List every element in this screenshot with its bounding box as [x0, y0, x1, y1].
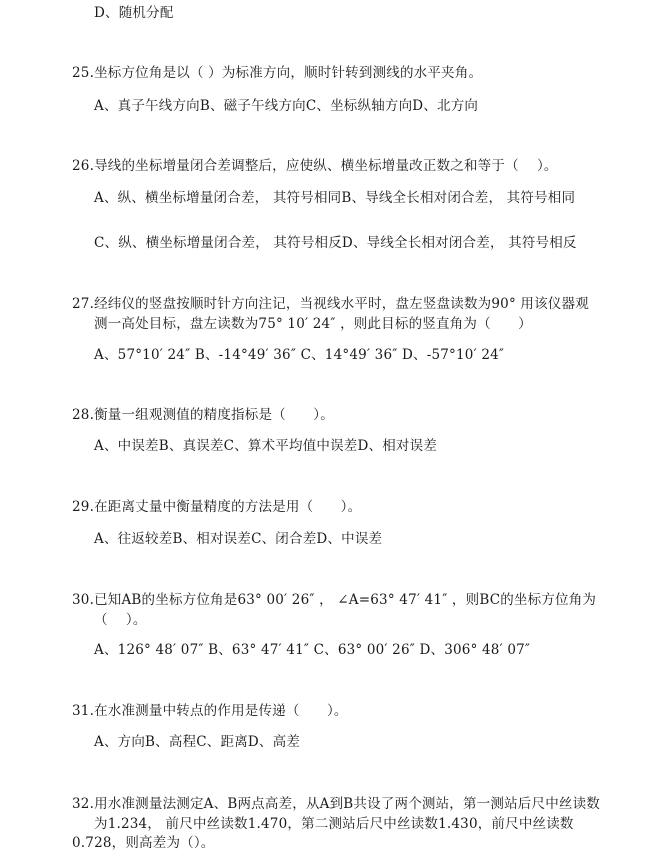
q26-options-ab: A、纵、横坐标增量闭合差， 其符号相同B、导线全长相对闭合差， 其符号相同 — [94, 190, 576, 206]
q31-title: 31.在水准测量中转点的作用是传递（ ）。 — [72, 703, 348, 719]
q28-title: 28.衡量一组观测值的精度指标是（ ）。 — [72, 407, 334, 423]
q26-title: 26.导线的坐标增量闭合差调整后，应使纵、横坐标增量改正数之和等于（ ）。 — [72, 158, 558, 174]
q28-options: A、中误差B、真误差C、算术平均值中误差D、相对误差 — [94, 438, 438, 454]
q30-title-cont: （ ）。 — [94, 612, 147, 628]
q29-options: A、往返较差B、相对误差C、闭合差D、中误差 — [94, 531, 383, 547]
q27-title: 27.经纬仪的竖盘按顺时针方向注记，当视线水平时，盘左竖盘读数为90° 用该仪器观 — [72, 296, 589, 312]
q26-options-cd: C、纵、横坐标增量闭合差， 其符号相反D、导线全长相对闭合差， 其符号相反 — [94, 235, 577, 251]
q25-options: A、真子午线方向B、磁子午线方向C、坐标纵轴方向D、北方向 — [94, 98, 479, 114]
q24-option-d: D、随机分配 — [94, 5, 174, 21]
q31-options: A、方向B、高程C、距离D、高差 — [94, 734, 301, 750]
q27-title-cont: 测一高处目标，盘左读数为75° 10′ 24″ ，则此目标的竖直角为（ ） — [94, 316, 532, 332]
q32-title: 32.用水准测量法测定A、B两点高差，从A到B共设了两个测站，第一测站后尺中丝读数 — [72, 796, 601, 812]
q32-title-cont-2: 0.728，则高差为（）。 — [72, 835, 215, 851]
q29-title: 29.在距离丈量中衡量精度的方法是用（ ）。 — [72, 499, 362, 515]
q27-options: A、57°10′ 24″ B、-14°49′ 36″ C、14°49′ 36″ D、-57°10′ 24″ — [94, 347, 505, 363]
q30-title: 30.已知AB的坐标方位角是63° 00′ 26″ ， ∠A=63° 47′ 41″ ，则BC的坐标方位角为 — [72, 592, 597, 608]
q25-title: 25.坐标方位角是以（ ）为标准方向，顺时针转到测线的水平夹角。 — [72, 65, 483, 81]
q32-title-cont: 为1.234， 前尺中丝读数1.470，第二测站后尺中丝读数1.430，前尺中丝读数 — [94, 816, 574, 832]
q30-options: A、126° 48′ 07″ B、63° 47′ 41″ C、63° 00′ 26″ D、306° 48′ 07″ — [94, 642, 531, 658]
